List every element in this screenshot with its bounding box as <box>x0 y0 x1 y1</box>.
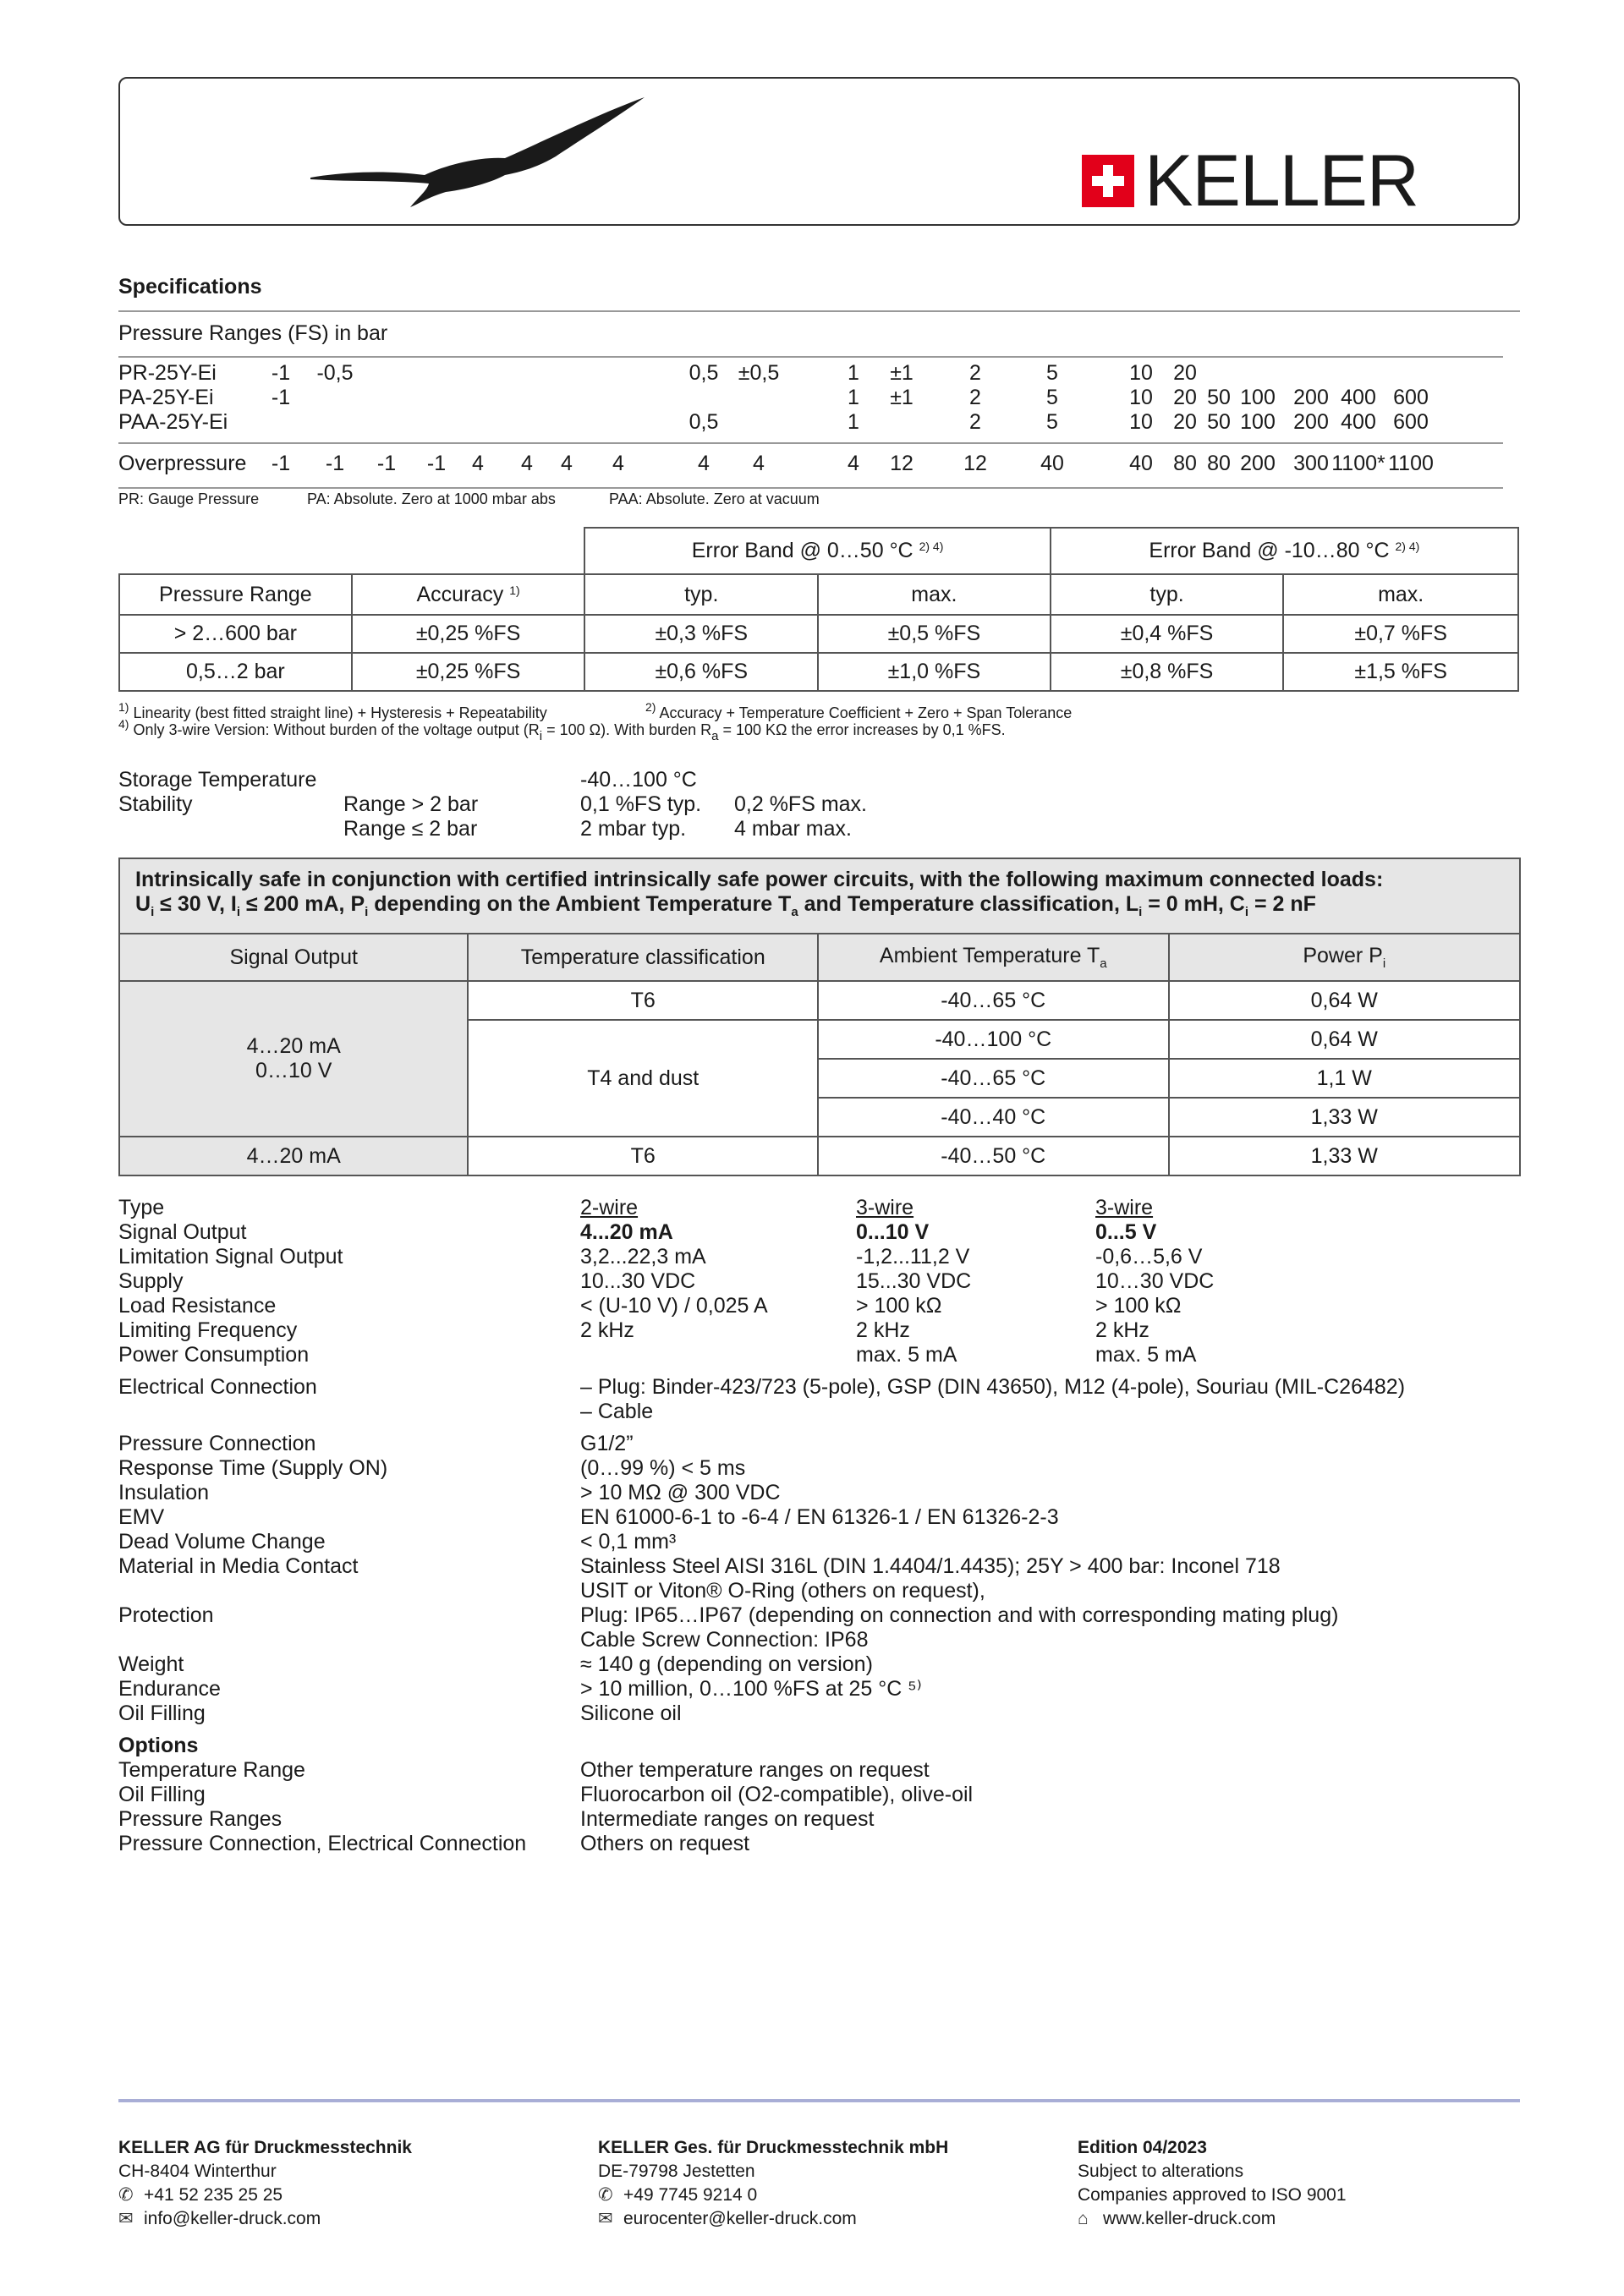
spec-label: Pressure Ranges <box>118 1807 283 1831</box>
spec-value: Fluorocarbon oil (O2-compatible), olive-oil <box>580 1783 974 1806</box>
spec-value: > 100 kΩ <box>1095 1294 1182 1318</box>
range-value: 40 <box>1129 452 1153 475</box>
row-label: PA-25Y-Ei <box>118 386 214 409</box>
range-value: 100 <box>1240 410 1276 434</box>
spec-label: Limiting Frequency <box>118 1318 298 1342</box>
range-value: -1 <box>271 452 291 475</box>
spec-value: G1/2” <box>580 1432 634 1455</box>
spec-label: Signal Output <box>118 1220 247 1244</box>
spec-label: Limitation Signal Output <box>118 1245 343 1269</box>
intrinsic-safety-title: Intrinsically safe in conjunction with certified intrinsically safe power circuits, with the following maximum connected loads: $U_i \le 30$ V, $I_i \le 200$ mA, $P_i$ depending on the Ambient Temperature $T_a$ and Temperature classification, $L_i = 0$ mH, $C_i = 2$ nF <box>119 858 1520 934</box>
spec-row <box>118 1505 1556 1530</box>
spec-row <box>118 1318 1556 1343</box>
spec-label: Options <box>118 1734 199 1757</box>
spec-label: Oil Filling <box>118 1783 206 1806</box>
spec-row <box>118 1758 1556 1783</box>
range-value: ±1 <box>890 386 914 409</box>
spec-label: Dead Volume Change <box>118 1530 326 1553</box>
range-value: 200 <box>1240 452 1276 475</box>
spec-value: 3-wire <box>1095 1196 1154 1219</box>
col-power: Power $P_i$ <box>1169 934 1520 981</box>
storage-stability: Storage Temperature -40…100 °C Stability Range > 2 bar 0,1 %FS typ. 0,2 %FS max. Range ≤ 2 bar 2 mbar typ. 4 mbar max. <box>118 768 867 841</box>
range-value: 4 <box>848 452 859 475</box>
mail-icon: ✉ <box>118 2209 134 2228</box>
range-value: 2 <box>969 410 981 434</box>
spec-value: Intermediate ranges on request <box>580 1807 875 1831</box>
range-value: 1 <box>848 410 859 434</box>
spec-value: – Plug: Binder-423/723 (5-pole), GSP (DIN 43650), M12 (4-pole), Souriau (MIL-C26482) <box>580 1375 1406 1399</box>
range-value: 20 <box>1173 410 1197 434</box>
pressure-ranges-title: Pressure Ranges (FS) in bar <box>118 321 388 345</box>
range-value: 1100 <box>1388 452 1434 475</box>
spec-value: -1,2...11,2 V <box>856 1245 970 1269</box>
footnote-1: $^{1)}$ Linearity (best fitted straight line) + Hysteresis + Repeatability <box>118 700 547 721</box>
spec-row <box>118 1628 1556 1652</box>
range-value: 1 <box>848 361 859 385</box>
range-value: 0,5 <box>689 361 719 385</box>
range-value: -1 <box>426 452 447 475</box>
range-value: -0,5 <box>316 361 354 385</box>
range-value: 200 <box>1293 386 1329 409</box>
spec-row <box>118 1783 1556 1807</box>
spec-row <box>118 1220 1556 1245</box>
range-value: -1 <box>325 452 345 475</box>
range-value: 5 <box>1046 410 1058 434</box>
spec-value: 0...5 V <box>1095 1220 1157 1244</box>
table-row: -40…65 °C 1,1 W <box>119 1059 1520 1098</box>
range-value: 10 <box>1129 410 1153 434</box>
spec-value: 2 kHz <box>856 1318 910 1342</box>
range-value: 600 <box>1393 386 1429 409</box>
spec-value: EN 61000-6-1 to -6-4 / EN 61326-1 / EN 61326-2-3 <box>580 1505 1059 1529</box>
spec-value: > 100 kΩ <box>856 1294 942 1318</box>
spec-row <box>118 1245 1556 1269</box>
spec-row <box>118 1603 1556 1628</box>
range-value: ±1 <box>890 361 914 385</box>
spec-value: -0,6…5,6 V <box>1095 1245 1203 1269</box>
spec-label: Power Consumption <box>118 1343 310 1367</box>
spec-label: EMV <box>118 1505 165 1529</box>
spec-label: Type <box>118 1196 165 1219</box>
spec-label: Temperature Range <box>118 1758 305 1782</box>
range-value: 5 <box>1046 386 1058 409</box>
spec-row <box>118 1432 1556 1456</box>
spec-value: > 10 million, 0…100 %FS at 25 °C ⁵⁾ <box>580 1677 922 1701</box>
phone-icon: ✆ <box>598 2185 613 2205</box>
intrinsic-safety-table <box>118 858 1521 1176</box>
range-value: ±0,5 <box>738 361 780 385</box>
range-value: 12 <box>890 452 914 475</box>
table-row: T4 and dust -40…100 °C 0,64 W <box>119 1020 1520 1059</box>
spec-label: Material in Media Contact <box>118 1554 359 1578</box>
range-value: 80 <box>1207 452 1231 475</box>
col-typ: typ. <box>1051 574 1284 615</box>
spec-value: 0...10 V <box>856 1220 930 1244</box>
range-value: 20 <box>1173 361 1197 385</box>
phone-icon: ✆ <box>118 2185 134 2205</box>
spec-label: Endurance <box>118 1677 221 1701</box>
spec-value: – Cable <box>580 1400 654 1423</box>
mail-icon: ✉ <box>598 2209 613 2228</box>
spec-value: Silicone oil <box>580 1701 682 1725</box>
spec-value: 4...20 mA <box>580 1220 673 1244</box>
spec-label: Oil Filling <box>118 1701 206 1725</box>
spec-row <box>118 1530 1556 1554</box>
spec-row <box>118 1832 1556 1856</box>
pressure-range-row <box>118 361 1522 386</box>
range-value: 4 <box>521 452 533 475</box>
table-row: 4…20 mA 0…10 V T6 -40…65 °C 0,64 W <box>119 981 1520 1020</box>
range-value: 100 <box>1240 386 1276 409</box>
spec-row <box>118 1734 1556 1758</box>
legend-pa: PA: Absolute. Zero at 1000 mbar abs <box>307 490 556 507</box>
swiss-cross-icon <box>1082 155 1134 207</box>
home-icon: ⌂ <box>1078 2209 1089 2228</box>
col-signal-output: Signal Output <box>119 934 468 981</box>
spec-value: Cable Screw Connection: IP68 <box>580 1628 869 1652</box>
spec-value: 15...30 VDC <box>856 1269 972 1293</box>
spec-value: (0…99 %) < 5 ms <box>580 1456 746 1480</box>
spec-row <box>118 1375 1556 1400</box>
spec-value: ≈ 140 g (depending on version) <box>580 1652 873 1676</box>
range-value: -1 <box>271 361 291 385</box>
range-value: 12 <box>963 452 987 475</box>
spec-value: 10...30 VDC <box>580 1269 696 1293</box>
col-max: max. <box>818 574 1051 615</box>
col-accuracy: Accuracy $^{1)}$ <box>352 574 585 615</box>
spec-value: USIT or Viton® O-Ring (others on request), <box>580 1579 985 1603</box>
spec-value: Other temperature ranges on request <box>580 1758 930 1782</box>
section-title: Specifications <box>118 275 262 299</box>
footer-company-de: KELLER Ges. für Druckmesstechnik mbH DE-79798 Jestetten ✆ +49 7745 9214 0 ✉ eurocenter@keller-druck.com <box>598 2136 948 2231</box>
spec-value: > 10 MΩ @ 300 VDC <box>580 1481 781 1504</box>
spec-value: 10…30 VDC <box>1095 1269 1215 1293</box>
spec-row <box>118 1481 1556 1505</box>
spec-row <box>118 1196 1556 1220</box>
spec-value: < 0,1 mm³ <box>580 1530 677 1553</box>
spec-label: Pressure Connection, Electrical Connection <box>118 1832 527 1855</box>
legend-paa: PAA: Absolute. Zero at vacuum <box>609 490 820 507</box>
range-value: 40 <box>1040 452 1064 475</box>
row-label: PR-25Y-Ei <box>118 361 217 385</box>
table-row: 4…20 mA T6 -40…50 °C 1,33 W <box>119 1137 1520 1175</box>
spec-label: Electrical Connection <box>118 1375 317 1399</box>
header-box <box>118 77 1520 226</box>
table-row: 0,5…2 bar ±0,25 %FS ±0,6 %FS ±1,0 %FS ±0,8 %FS ±1,5 %FS <box>119 653 1518 691</box>
spec-value: Plug: IP65…IP67 (depending on connection and with corresponding mating plug) <box>580 1603 1339 1627</box>
range-value: 20 <box>1173 386 1197 409</box>
range-value: 4 <box>753 452 765 475</box>
col-pressure-range: Pressure Range <box>119 574 352 615</box>
spec-label: Response Time (Supply ON) <box>118 1456 388 1480</box>
spec-label: Load Resistance <box>118 1294 277 1318</box>
table-row: -40…40 °C 1,33 W <box>119 1098 1520 1137</box>
error-band-header-0-50: Error Band @ 0…50 °C $^{2) 4)}$ <box>584 528 1050 574</box>
range-value: -1 <box>271 386 291 409</box>
spec-row <box>118 1269 1556 1294</box>
spec-row <box>118 1579 1556 1603</box>
spec-row <box>118 1343 1556 1367</box>
spec-label: Insulation <box>118 1481 210 1504</box>
footnote-4: $^{4)}$ Only 3-wire Version: Without burden of the voltage output ($R_i = 100$ Ω). With burden $R_a = 100$ KΩ the error increases by 0,1 %FS. <box>118 717 1006 743</box>
row-label: Overpressure <box>118 452 247 475</box>
spec-label: Supply <box>118 1269 184 1293</box>
spec-label: Protection <box>118 1603 214 1627</box>
range-value: 50 <box>1207 386 1231 409</box>
pressure-range-row <box>118 410 1522 436</box>
range-value: 10 <box>1129 386 1153 409</box>
spec-value: Stainless Steel AISI 316L (DIN 1.4404/1.4435); 25Y > 400 bar: Inconel 718 <box>580 1554 1281 1578</box>
col-temp-class: Temperature classification <box>468 934 818 981</box>
pressure-range-row <box>118 386 1522 411</box>
range-value: 4 <box>698 452 710 475</box>
spec-value: 3,2...22,3 mA <box>580 1245 706 1269</box>
range-value: 2 <box>969 386 981 409</box>
spec-value: max. 5 mA <box>1095 1343 1197 1367</box>
footer-company-ch: KELLER AG für Druckmesstechnik CH-8404 Winterthur ✆ +41 52 235 25 25 ✉ info@keller-druck.com <box>118 2136 412 2231</box>
range-value: 5 <box>1046 361 1058 385</box>
col-max: max. <box>1283 574 1518 615</box>
brand-name: KELLER <box>1144 140 1418 222</box>
spec-label: Pressure Connection <box>118 1432 316 1455</box>
table-row: > 2…600 bar ±0,25 %FS ±0,3 %FS ±0,5 %FS ±0,4 %FS ±0,7 %FS <box>119 615 1518 653</box>
error-band-table <box>118 527 1519 692</box>
spec-value: max. 5 mA <box>856 1343 957 1367</box>
spec-value: < (U-10 V) / 0,025 A <box>580 1294 768 1318</box>
spec-value: 2-wire <box>580 1196 639 1219</box>
spec-row <box>118 1677 1556 1701</box>
range-value: -1 <box>376 452 397 475</box>
spec-value: 2 kHz <box>580 1318 634 1342</box>
spec-label: Weight <box>118 1652 184 1676</box>
spec-row <box>118 1701 1556 1726</box>
range-value: 0,5 <box>689 410 719 434</box>
col-typ: typ. <box>584 574 818 615</box>
range-value: 2 <box>969 361 981 385</box>
spec-row <box>118 1400 1556 1424</box>
website-link[interactable]: www.keller-druck.com <box>1103 2209 1276 2228</box>
email-link[interactable]: eurocenter@keller-druck.com <box>623 2209 857 2228</box>
email-link[interactable]: info@keller-druck.com <box>144 2209 321 2228</box>
range-value: 1 <box>848 386 859 409</box>
range-value: 10 <box>1129 361 1153 385</box>
range-value: 4 <box>472 452 484 475</box>
spec-row <box>118 1807 1556 1832</box>
range-value: 400 <box>1341 386 1376 409</box>
range-value: 400 <box>1341 410 1376 434</box>
spec-value: 3-wire <box>856 1196 914 1219</box>
overpressure-row <box>118 452 1522 477</box>
range-value: 200 <box>1293 410 1329 434</box>
legend-pr: PR: Gauge Pressure <box>118 490 260 507</box>
keller-logo <box>1082 140 1418 222</box>
range-value: 4 <box>612 452 624 475</box>
spec-row <box>118 1554 1556 1579</box>
spec-value: Others on request <box>580 1832 750 1855</box>
range-value: 600 <box>1393 410 1429 434</box>
range-value: 4 <box>561 452 573 475</box>
range-value: 80 <box>1173 452 1197 475</box>
specifications-list <box>118 1196 1556 1856</box>
spec-row <box>118 1652 1556 1677</box>
error-band-header-10-80: Error Band @ -10…80 °C $^{2) 4)}$ <box>1051 528 1518 574</box>
col-ambient: Ambient Temperature $T_a$ <box>818 934 1169 981</box>
range-value: 1100* <box>1331 452 1385 475</box>
spec-row <box>118 1294 1556 1318</box>
footer-rule <box>118 2099 1520 2102</box>
spec-value: 2 kHz <box>1095 1318 1149 1342</box>
range-value: 300 <box>1293 452 1329 475</box>
footer-edition: Edition 04/2023 Subject to alterations Companies approved to ISO 9001 ⌂ www.keller-druck.com <box>1078 2136 1347 2231</box>
seagull-icon <box>310 97 649 207</box>
range-value: 50 <box>1207 410 1231 434</box>
spec-row <box>118 1456 1556 1481</box>
footnote-2: $^{2)}$ Accuracy + Temperature Coefficient + Zero + Span Tolerance <box>645 700 1073 721</box>
row-label: PAA-25Y-Ei <box>118 410 228 434</box>
